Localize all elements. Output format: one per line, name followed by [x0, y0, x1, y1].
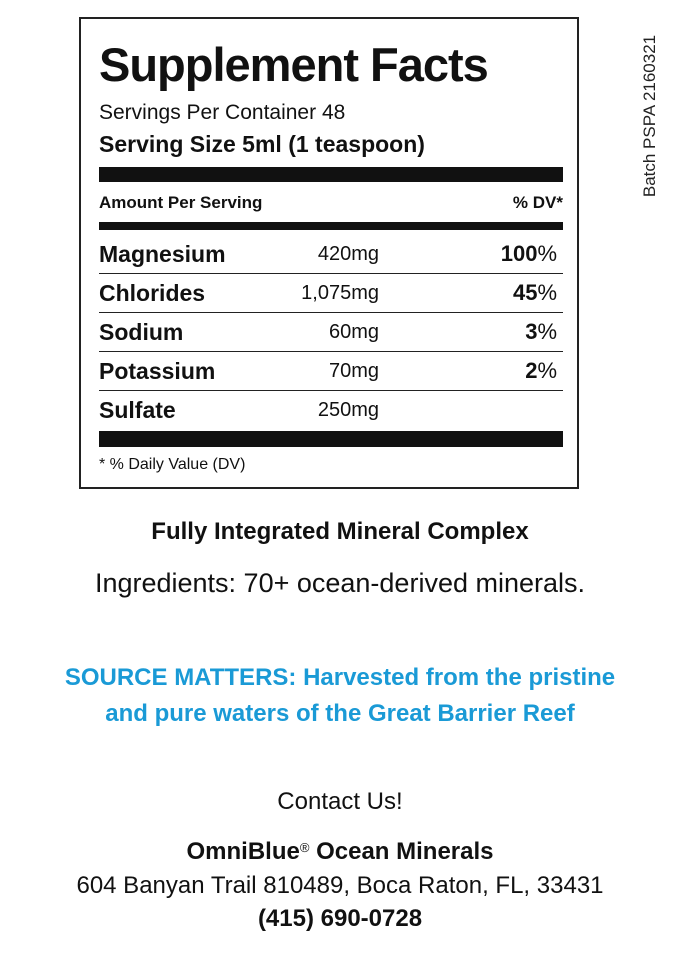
supplement-facts-panel: [79, 17, 579, 489]
nutrient-row: [99, 274, 563, 313]
nutrient-name: Potassium: [99, 358, 216, 384]
source-matters-line-1: SOURCE MATTERS: Harvested from the pristine: [64, 664, 616, 691]
nutrient-name: Sodium: [99, 319, 184, 345]
amount-per-serving-header: Amount Per Serving: [99, 193, 263, 212]
brand-rest: Ocean Minerals: [309, 838, 494, 865]
nutrient-amount: 250mg: [317, 399, 379, 421]
nutrient-row: [99, 352, 563, 391]
nutrient-amount: 420mg: [317, 243, 379, 265]
nutrient-row: [99, 313, 563, 352]
nutrient-row: [99, 235, 563, 274]
brand-name: OmniBlue: [186, 838, 300, 865]
nutrient-dv: 45%: [512, 280, 557, 305]
nutrient-dv: 3%: [525, 319, 557, 344]
phone-number: (415) 690-0728: [257, 905, 423, 932]
divider-thick-top: [99, 167, 563, 182]
mineral-complex-heading: Fully Integrated Mineral Complex: [151, 518, 529, 545]
source-matters-line-2: and pure waters of the Great Barrier Reef: [105, 700, 575, 727]
registered-mark: ®: [299, 840, 310, 855]
nutrient-amount: 70mg: [328, 360, 379, 382]
nutrient-row: [99, 391, 563, 430]
brand-line: [0, 838, 680, 866]
nutrient-name: Chlorides: [99, 280, 206, 306]
divider-medium: [99, 222, 563, 230]
divider-thick-bottom: [99, 431, 563, 447]
daily-value-footnote: * % Daily Value (DV): [99, 456, 246, 473]
nutrient-name: Sulfate: [99, 397, 176, 423]
nutrient-amount: 1,075mg: [301, 282, 379, 304]
daily-value-header: % DV*: [512, 193, 563, 212]
contact-heading: Contact Us!: [277, 788, 403, 815]
company-address: 604 Banyan Trail 810489, Boca Raton, FL, 33431: [76, 872, 604, 899]
nutrient-dv: 2%: [525, 358, 557, 383]
nutrient-name: Magnesium: [99, 241, 226, 267]
serving-size: Serving Size 5ml (1 teaspoon): [99, 131, 425, 157]
servings-per-container: Servings Per Container 48: [99, 101, 346, 124]
nutrient-dv: 100%: [500, 241, 557, 266]
ingredients-text: Ingredients: 70+ ocean-derived minerals.: [94, 568, 586, 598]
facts-title: Supplement Facts: [99, 38, 488, 91]
nutrient-amount: 60mg: [328, 321, 379, 343]
batch-number: Batch PSPA 2160321: [640, 34, 659, 198]
